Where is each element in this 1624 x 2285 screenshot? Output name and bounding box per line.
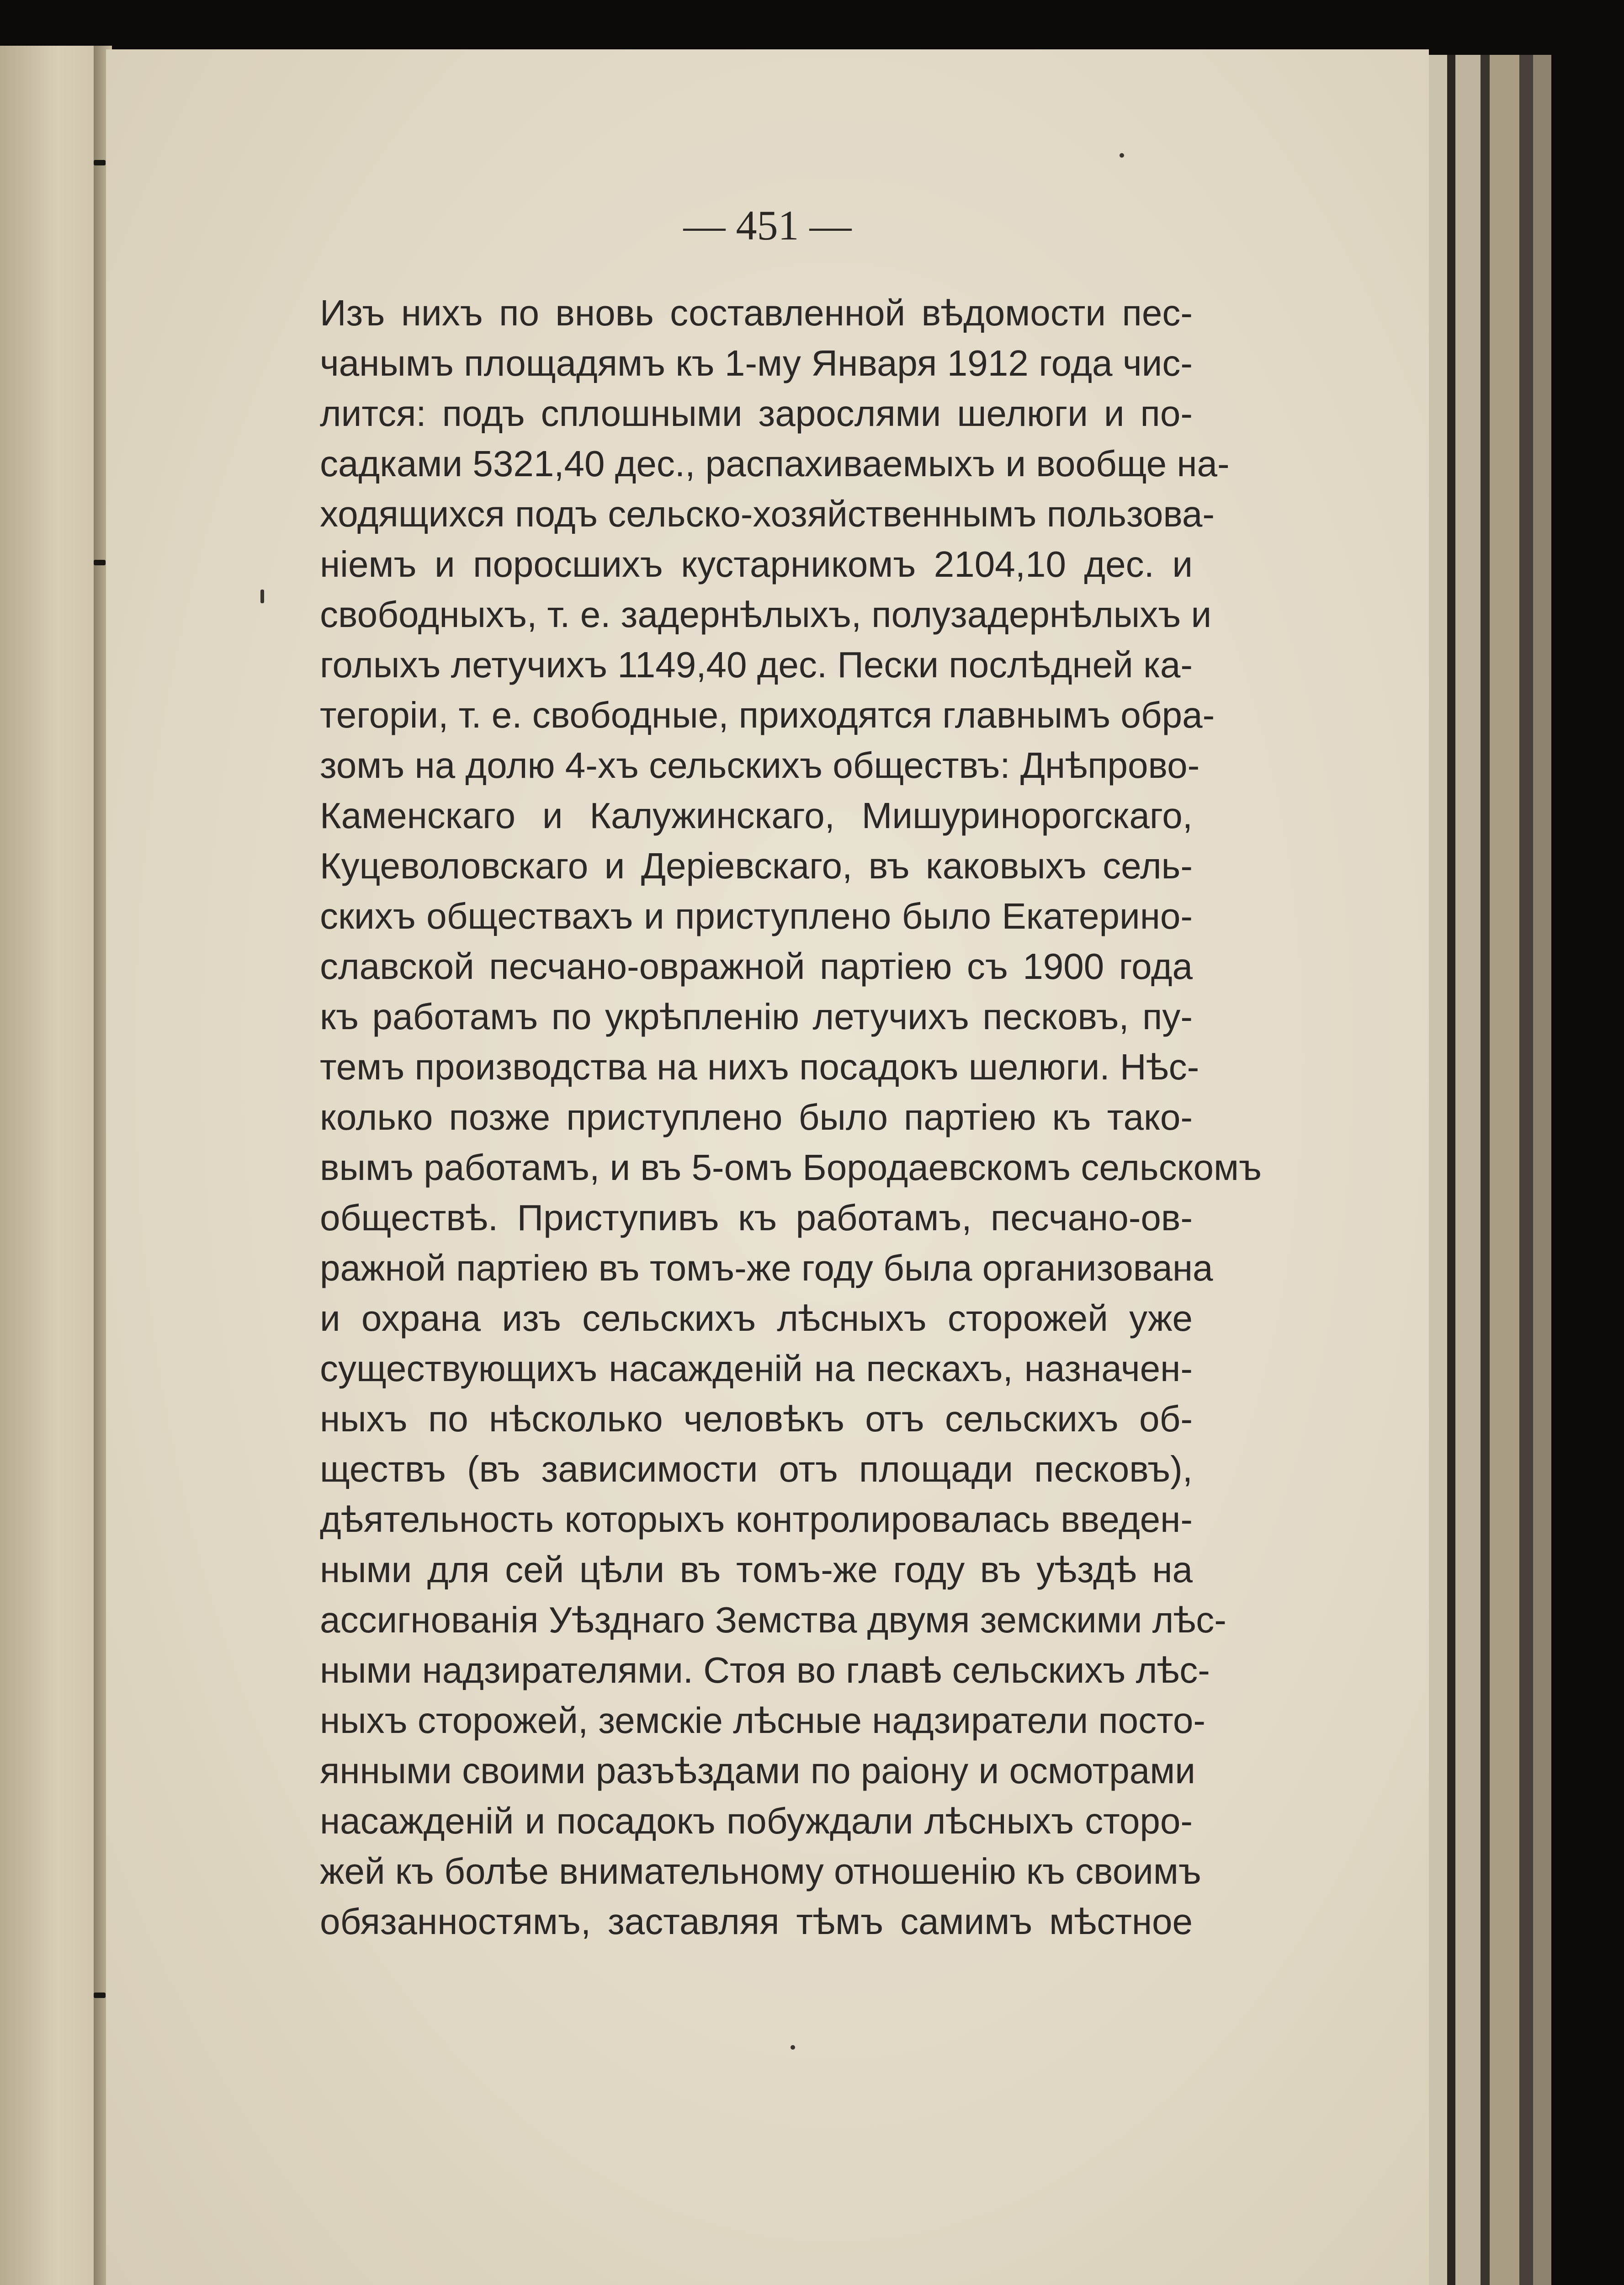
text-line: скихъ обществахъ и приступлено было Екатерино- bbox=[320, 896, 1193, 936]
page-edges bbox=[1519, 55, 1533, 2285]
paper-speck bbox=[791, 2045, 795, 2050]
text-line: ходящихся подъ сельско-хозяйственнымъ пользова- bbox=[320, 494, 1215, 534]
text-line: ными для сей цѣли въ томъ-же году въ уѣздѣ на bbox=[320, 1549, 1193, 1590]
text-line: тегоріи, т. е. свободные, приходятся главнымъ обра- bbox=[320, 695, 1215, 735]
text-line: обществѣ. Приступивъ къ работамъ, песчано-ов- bbox=[320, 1197, 1193, 1238]
page-number: — 451 — bbox=[683, 202, 852, 249]
page-edges bbox=[1429, 55, 1447, 2285]
text-line: славской песчано-овражной партіею съ 1900 года bbox=[320, 946, 1193, 987]
text-line: Изъ нихъ по вновь составленной вѣдомости пес- bbox=[320, 292, 1193, 333]
text-line: жей къ болѣе внимательному отношенію къ своимъ bbox=[320, 1851, 1201, 1892]
background bbox=[1551, 55, 1624, 2285]
text-line: садками 5321,40 дес., распахиваемыхъ и вообще на- bbox=[320, 443, 1230, 484]
text-line: ныхъ сторожей, земскіе лѣсные надзиратели посто- bbox=[320, 1700, 1206, 1741]
text-line: зомъ на долю 4-хъ сельскихъ обществъ: Днѣпрово- bbox=[320, 745, 1200, 786]
page-edges bbox=[1455, 55, 1481, 2285]
text-line: колько позже приступлено было партіею къ тако- bbox=[320, 1097, 1193, 1137]
binding-stitch bbox=[94, 1993, 106, 1998]
binding-stitch bbox=[94, 560, 106, 565]
page-edges bbox=[1481, 55, 1490, 2285]
body-text bbox=[320, 288, 1262, 1947]
previous-page-edge bbox=[0, 46, 105, 2285]
text-line: чанымъ площадямъ къ 1-му Января 1912 года чис- bbox=[320, 343, 1193, 383]
text-line: ществъ (въ зависимости отъ площади песковъ), bbox=[320, 1449, 1193, 1489]
text-line: ными надзирателями. Стоя во главѣ сельскихъ лѣс- bbox=[320, 1650, 1210, 1690]
binding-stitch bbox=[94, 160, 106, 165]
text-line: ніемъ и поросшихъ кустарникомъ 2104,10 дес. и bbox=[320, 544, 1193, 585]
page-edges bbox=[1447, 55, 1455, 2285]
text-line: Каменскаго и Калужинскаго, Мишуринорогскаго, bbox=[320, 795, 1193, 836]
text-line: ражной партіею въ томъ-же году была организована bbox=[320, 1248, 1213, 1288]
text-line: лится: подъ сплошными зарослями шелюги и по- bbox=[320, 393, 1193, 434]
text-line: ныхъ по нѣсколько человѣкъ отъ сельскихъ об- bbox=[320, 1398, 1193, 1439]
text-line: свободныхъ, т. е. задернѣлыхъ, полузадернѣлыхъ и bbox=[320, 594, 1212, 635]
page-edges bbox=[1533, 55, 1551, 2285]
text-line: янными своими разъѣздами по раіону и осмотрами bbox=[320, 1750, 1195, 1791]
paper-speck bbox=[260, 590, 264, 603]
paper-speck bbox=[1120, 153, 1124, 158]
text-line: существующихъ насажденій на пескахъ, назначен- bbox=[320, 1348, 1193, 1389]
text-line: голыхъ летучихъ 1149,40 дес. Пески послѣдней ка- bbox=[320, 644, 1193, 685]
text-line: обязанностямъ, заставляя тѣмъ самимъ мѣстное bbox=[320, 1901, 1193, 1942]
text-line: Куцеволовскаго и Деріевскаго, въ каковыхъ сель- bbox=[320, 845, 1193, 886]
text-line: насажденій и посадокъ побуждали лѣсныхъ сторо- bbox=[320, 1801, 1193, 1841]
text-line: ассигнованія Уѣзднаго Земства двумя земскими лѣс- bbox=[320, 1600, 1226, 1640]
text-line: и охрана изъ сельскихъ лѣсныхъ сторожей уже bbox=[320, 1298, 1193, 1339]
text-line: дѣятельность которыхъ контролировалась введен- bbox=[320, 1499, 1193, 1540]
page-edges bbox=[1490, 55, 1519, 2285]
text-line: вымъ работамъ, и въ 5-омъ Бородаевскомъ сельскомъ bbox=[320, 1147, 1262, 1188]
text-line: къ работамъ по укрѣпленію летучихъ песковъ, пу- bbox=[320, 996, 1193, 1037]
text-line: темъ производства на нихъ посадокъ шелюги. Нѣс- bbox=[320, 1047, 1199, 1087]
